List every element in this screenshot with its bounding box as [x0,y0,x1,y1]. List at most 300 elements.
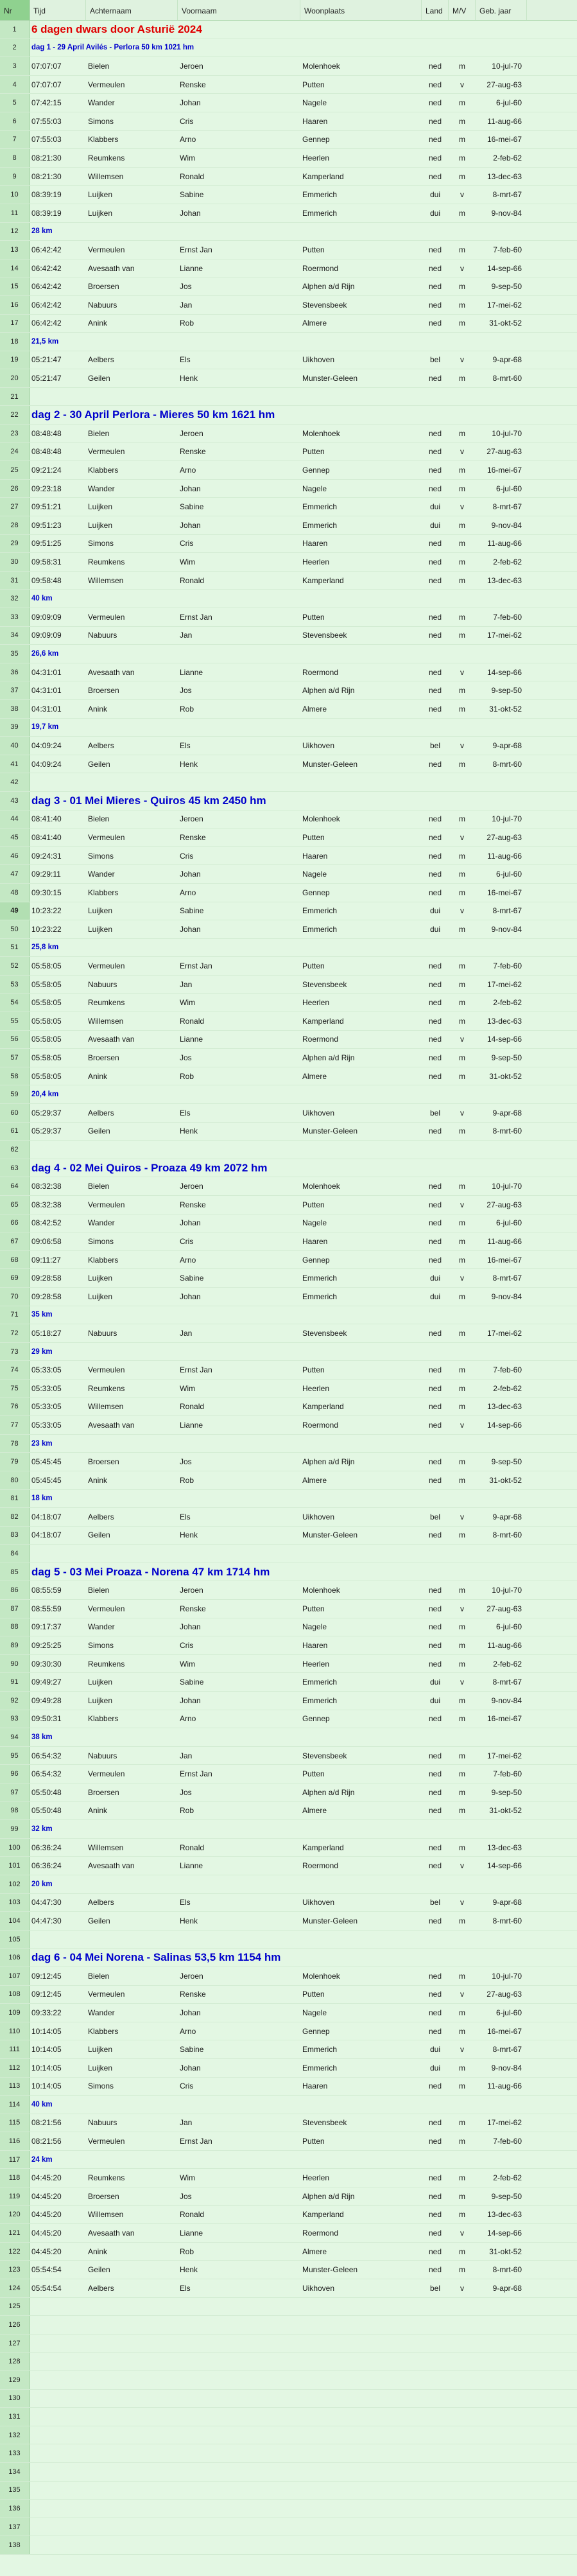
cell-tijd[interactable]: 05:58:05 [31,1016,62,1026]
row-number[interactable]: 99 [0,1820,30,1838]
cell-achternaam[interactable]: Reumkens [88,1659,125,1669]
cell-achternaam[interactable]: Aelbers [88,1108,114,1117]
cell-mv[interactable]: m [459,2191,465,2201]
cell-geb-jaar[interactable]: 9-apr-68 [492,740,522,750]
cell-mv[interactable]: m [459,631,465,640]
cell-voornaam[interactable]: Sabine [180,2045,204,2055]
cell-achternaam[interactable]: Willemsen [88,1843,124,1852]
cell-tijd[interactable]: 10:14:05 [31,2045,62,2055]
row-number[interactable]: 83 [0,1527,30,1545]
table-row[interactable] [0,76,577,94]
cell-voornaam[interactable]: Cris [180,1236,194,1246]
cell-achternaam[interactable]: Reumkens [88,998,125,1008]
cell-tijd[interactable]: 08:21:56 [31,2118,62,2128]
cell-achternaam[interactable]: Broersen [88,282,119,292]
row-number[interactable]: 24 [0,443,30,461]
cell-tijd[interactable]: 04:31:01 [31,686,62,696]
cell-tijd[interactable]: 05:58:05 [31,1053,62,1063]
cell-woonplaats[interactable]: Uikhoven [302,355,335,365]
cell-mv[interactable]: m [459,686,465,696]
cell-tijd[interactable]: 09:11:27 [31,1255,61,1265]
row-number[interactable]: 124 [0,2279,30,2297]
cell-voornaam[interactable]: Jos [180,1053,192,1063]
row-number[interactable]: 121 [0,2224,30,2242]
row-number[interactable]: 109 [0,2004,30,2022]
cell-geb-jaar[interactable]: 14-sep-66 [487,1420,522,1430]
table-row[interactable] [0,1232,577,1251]
cell-achternaam[interactable]: Avesaath van [88,1420,135,1430]
row-number[interactable]: 44 [0,810,30,828]
cell-geb-jaar[interactable]: 6-jul-60 [495,1218,522,1228]
cell-land[interactable]: ned [428,1659,442,1669]
cell-tijd[interactable]: 05:58:05 [31,998,62,1008]
table-row[interactable] [0,663,577,682]
cell-tijd[interactable]: 09:58:48 [31,575,62,585]
cell-land[interactable]: ned [428,1035,442,1044]
section-row[interactable] [0,792,577,810]
cell-geb-jaar[interactable]: 9-apr-68 [492,1512,522,1521]
cell-land[interactable]: ned [428,1457,442,1467]
cell-voornaam[interactable]: Henk [180,1916,198,1925]
cell-voornaam[interactable]: Johan [180,208,201,218]
cell-voornaam[interactable]: Cris [180,539,194,548]
cell-voornaam[interactable]: Ronald [180,1016,205,1026]
table-row[interactable] [0,2224,577,2243]
cell-voornaam[interactable]: Arno [180,888,196,897]
cell-tijd[interactable]: 09:51:23 [31,520,62,530]
cell-mv[interactable]: m [459,1622,465,1632]
cell-tijd[interactable]: 04:45:20 [31,2173,62,2183]
cell-achternaam[interactable]: Anink [88,1806,108,1816]
table-row[interactable] [0,1655,577,1674]
cell-achternaam[interactable]: Bielen [88,428,110,438]
cell-voornaam[interactable]: Lianne [180,263,203,273]
section-row[interactable] [0,1949,577,1967]
cell-tijd[interactable]: 05:33:05 [31,1420,62,1430]
cell-voornaam[interactable]: Els [180,2283,191,2293]
empty-row[interactable] [0,2463,577,2482]
table-row[interactable] [0,369,577,388]
cell-mv[interactable]: m [459,961,465,971]
table-row[interactable] [0,700,577,719]
cell-geb-jaar[interactable]: 17-mei-62 [487,300,522,310]
table-row[interactable] [0,1857,577,1875]
row-number[interactable]: 68 [0,1251,30,1269]
cell-land[interactable]: ned [428,80,442,89]
cell-achternaam[interactable]: Anink [88,319,108,328]
cell-geb-jaar[interactable]: 10-jul-70 [492,1182,522,1191]
row-number[interactable]: 76 [0,1398,30,1416]
cell-woonplaats[interactable]: Uikhoven [302,740,335,750]
cell-voornaam[interactable]: Jeroen [180,814,203,824]
cell-geb-jaar[interactable]: 13-dec-63 [487,171,522,181]
cell-land[interactable]: ned [428,961,442,971]
row-number[interactable]: 105 [0,1931,30,1949]
cell-tijd[interactable]: 07:07:07 [31,80,62,89]
cell-land[interactable]: ned [428,1053,442,1063]
cell-land[interactable]: bel [429,355,440,365]
cell-land[interactable]: ned [428,1126,442,1136]
row-number[interactable]: 62 [0,1141,30,1159]
cell-mv[interactable]: m [459,1365,465,1375]
cell-woonplaats[interactable]: Nagele [302,484,327,493]
cell-land[interactable]: ned [428,2229,442,2238]
cell-tijd[interactable]: 09:49:27 [31,1678,62,1687]
row-number[interactable]: 22 [0,406,30,424]
cell-mv[interactable]: v [460,355,464,365]
cell-voornaam[interactable]: Jos [180,1457,192,1467]
table-row[interactable] [0,1747,577,1766]
cell-geb-jaar[interactable]: 13-dec-63 [487,1016,522,1026]
section-row[interactable] [0,1343,577,1362]
cell-mv[interactable]: v [460,1990,464,1999]
table-row[interactable] [0,1398,577,1417]
row-number[interactable]: 67 [0,1232,30,1250]
cell-mv[interactable]: m [459,1016,465,1026]
cell-land[interactable]: ned [428,1769,442,1779]
cell-geb-jaar[interactable]: 31-okt-52 [489,704,522,714]
cell-mv[interactable]: m [459,1586,465,1595]
row-number[interactable]: 63 [0,1159,30,1177]
cell-geb-jaar[interactable]: 2-feb-62 [493,1659,522,1669]
table-row[interactable] [0,1177,577,1196]
table-row[interactable] [0,1894,577,1913]
cell-tijd[interactable]: 05:33:05 [31,1383,62,1393]
cell-land[interactable]: ned [428,98,442,108]
row-number[interactable]: 123 [0,2261,30,2279]
cell-woonplaats[interactable]: Roermond [302,1420,339,1430]
cell-mv[interactable]: v [460,1861,464,1871]
cell-achternaam[interactable]: Vermeulen [88,1604,125,1613]
empty-row[interactable] [0,2444,577,2463]
cell-tijd[interactable]: 04:47:30 [31,1898,62,1907]
cell-voornaam[interactable]: Wim [180,1383,195,1393]
row-number[interactable]: 1 [0,21,30,39]
cell-voornaam[interactable]: Cris [180,851,194,861]
table-row[interactable] [0,1324,577,1343]
cell-land[interactable]: ned [428,667,442,677]
cell-mv[interactable]: m [459,1457,465,1467]
cell-woonplaats[interactable]: Kamperland [302,1402,344,1412]
table-row[interactable] [0,1031,577,1049]
cell-woonplaats[interactable]: Molenhoek [302,814,340,824]
cell-voornaam[interactable]: Johan [180,1622,201,1632]
cell-mv[interactable]: m [459,870,465,879]
table-row[interactable] [0,1912,577,1931]
cell-tijd[interactable]: 09:33:22 [31,2008,62,2017]
cell-land[interactable]: ned [428,1751,442,1760]
cell-tijd[interactable]: 09:09:09 [31,612,62,622]
cell-voornaam[interactable]: Ronald [180,2210,205,2220]
cell-woonplaats[interactable]: Heerlen [302,998,330,1008]
cell-geb-jaar[interactable]: 8-mrt-67 [492,1274,522,1283]
cell-achternaam[interactable]: Geilen [88,2265,110,2275]
cell-tijd[interactable]: 04:45:20 [31,2229,62,2238]
cell-tijd[interactable]: 09:58:31 [31,557,62,567]
cell-tijd[interactable]: 05:21:47 [31,355,62,365]
cell-land[interactable]: ned [428,631,442,640]
table-row[interactable] [0,57,577,76]
cell-voornaam[interactable]: Els [180,355,191,365]
table-row[interactable] [0,2022,577,2041]
section-row[interactable] [0,1435,577,1453]
cell-tijd[interactable]: 04:45:20 [31,2247,62,2256]
cell-voornaam[interactable]: Els [180,740,191,750]
row-number[interactable]: 8 [0,149,30,167]
cell-tijd[interactable]: 04:45:20 [31,2191,62,2201]
cell-land[interactable]: ned [428,1200,442,1209]
cell-geb-jaar[interactable]: 27-aug-63 [487,1990,522,1999]
cell-mv[interactable]: m [459,300,465,310]
cell-land[interactable]: ned [428,1182,442,1191]
cell-voornaam[interactable]: Jan [180,300,193,310]
cell-tijd[interactable]: 09:28:58 [31,1274,62,1283]
cell-geb-jaar[interactable]: 31-okt-52 [489,1806,522,1816]
cell-woonplaats[interactable]: Emmerich [302,2063,338,2072]
row-number[interactable]: 115 [0,2114,30,2132]
cell-geb-jaar[interactable]: 17-mei-62 [487,1751,522,1760]
cell-voornaam[interactable]: Johan [180,98,201,108]
cell-achternaam[interactable]: Willemsen [88,2210,124,2220]
cell-land[interactable]: bel [429,1108,440,1117]
cell-mv[interactable]: m [459,2265,465,2275]
cell-land[interactable]: ned [428,116,442,126]
cell-mv[interactable]: m [459,61,465,71]
cell-voornaam[interactable]: Lianne [180,1861,203,1871]
cell-geb-jaar[interactable]: 7-feb-60 [493,245,522,254]
cell-woonplaats[interactable]: Roermond [302,1035,339,1044]
row-number[interactable]: 51 [0,939,30,957]
cell-geb-jaar[interactable]: 6-jul-60 [495,2008,522,2017]
row-number[interactable]: 113 [0,2078,30,2096]
cell-land[interactable]: ned [428,428,442,438]
row-number[interactable]: 75 [0,1380,30,1398]
row-number[interactable]: 21 [0,388,30,406]
cell-voornaam[interactable]: Henk [180,374,198,383]
table-row[interactable] [0,351,577,370]
cell-woonplaats[interactable]: Putten [302,447,325,457]
cell-voornaam[interactable]: Jos [180,282,192,292]
cell-woonplaats[interactable]: Molenhoek [302,1182,340,1191]
row-number[interactable]: 47 [0,865,30,883]
empty-row[interactable] [0,2536,577,2555]
cell-geb-jaar[interactable]: 27-aug-63 [487,447,522,457]
cell-voornaam[interactable]: Lianne [180,1035,203,1044]
table-row[interactable] [0,1453,577,1471]
empty-row[interactable] [0,2353,577,2371]
table-row[interactable] [0,1214,577,1233]
cell-mv[interactable]: m [459,1695,465,1705]
cell-voornaam[interactable]: Rob [180,1071,194,1081]
cell-mv[interactable]: m [459,1328,465,1338]
cell-achternaam[interactable]: Nabuurs [88,631,117,640]
cell-achternaam[interactable]: Willemsen [88,1402,124,1412]
cell-achternaam[interactable]: Luijken [88,2045,113,2055]
cell-voornaam[interactable]: Rob [180,319,194,328]
cell-achternaam[interactable]: Geilen [88,759,110,769]
cell-tijd[interactable]: 08:42:52 [31,1218,62,1228]
cell-mv[interactable]: v [460,190,464,200]
cell-tijd[interactable]: 10:14:05 [31,2063,62,2072]
cell-woonplaats[interactable]: Roermond [302,1861,339,1871]
cell-mv[interactable]: m [459,1971,465,1981]
row-number[interactable]: 42 [0,773,30,791]
cell-land[interactable]: ned [428,484,442,493]
table-row[interactable] [0,1416,577,1435]
cell-voornaam[interactable]: Renske [180,1990,206,1999]
cell-mv[interactable]: m [459,759,465,769]
cell-land[interactable]: ned [428,245,442,254]
row-number[interactable]: 88 [0,1618,30,1636]
empty-row[interactable] [0,1931,577,1949]
cell-land[interactable]: ned [428,888,442,897]
row-number[interactable]: 23 [0,425,30,442]
empty-row[interactable] [0,2316,577,2335]
cell-mv[interactable]: m [459,466,465,475]
cell-voornaam[interactable]: Els [180,1108,191,1117]
row-number[interactable]: 12 [0,223,30,241]
cell-land[interactable]: dui [429,208,440,218]
table-row[interactable] [0,920,577,939]
cell-woonplaats[interactable]: Molenhoek [302,428,340,438]
cell-geb-jaar[interactable]: 9-apr-68 [492,1898,522,1907]
cell-achternaam[interactable]: Bielen [88,814,110,824]
table-row[interactable] [0,241,577,259]
table-row[interactable] [0,884,577,902]
cell-mv[interactable]: v [460,1108,464,1117]
row-number[interactable]: 90 [0,1655,30,1673]
cell-geb-jaar[interactable]: 14-sep-66 [487,2229,522,2238]
table-row[interactable] [0,828,577,847]
cell-tijd[interactable]: 09:28:58 [31,1292,62,1301]
cell-voornaam[interactable]: Arno [180,1714,196,1724]
row-number[interactable]: 108 [0,1986,30,2004]
cell-woonplaats[interactable]: Putten [302,2137,325,2146]
cell-geb-jaar[interactable]: 13-dec-63 [487,2210,522,2220]
cell-land[interactable]: ned [428,1806,442,1816]
cell-tijd[interactable]: 05:50:48 [31,1806,62,1816]
cell-achternaam[interactable]: Vermeulen [88,1365,125,1375]
cell-tijd[interactable]: 04:18:07 [31,1512,62,1521]
cell-land[interactable]: ned [428,1990,442,1999]
cell-woonplaats[interactable]: Emmerich [302,190,338,200]
table-row[interactable] [0,553,577,572]
cell-achternaam[interactable]: Willemsen [88,575,124,585]
cell-tijd[interactable]: 06:54:32 [31,1751,62,1760]
table-row[interactable] [0,2004,577,2022]
row-number[interactable]: 4 [0,76,30,94]
cell-geb-jaar[interactable]: 9-apr-68 [492,2283,522,2293]
cell-achternaam[interactable]: Luijken [88,190,113,200]
cell-achternaam[interactable]: Klabbers [88,466,119,475]
cell-achternaam[interactable]: Luijken [88,906,113,916]
cell-woonplaats[interactable]: Putten [302,612,325,622]
cell-woonplaats[interactable]: Nagele [302,870,327,879]
cell-mv[interactable]: v [460,1035,464,1044]
cell-mv[interactable]: m [459,539,465,548]
cell-mv[interactable]: v [460,2283,464,2293]
cell-mv[interactable]: m [459,319,465,328]
cell-tijd[interactable]: 09:09:09 [31,631,62,640]
row-number[interactable]: 126 [0,2316,30,2334]
cell-geb-jaar[interactable]: 31-okt-52 [489,319,522,328]
section-row[interactable] [0,1820,577,1839]
table-row[interactable] [0,1636,577,1655]
row-number[interactable]: 79 [0,1453,30,1471]
table-row[interactable] [0,94,577,112]
cell-mv[interactable]: m [459,1530,465,1540]
cell-mv[interactable]: v [460,832,464,842]
cell-woonplaats[interactable]: Gennep [302,466,330,475]
row-number[interactable]: 34 [0,627,30,645]
cell-land[interactable]: ned [428,2026,442,2036]
cell-woonplaats[interactable]: Putten [302,832,325,842]
cell-achternaam[interactable]: Nabuurs [88,1328,117,1338]
row-number[interactable]: 61 [0,1123,30,1141]
cell-voornaam[interactable]: Ernst Jan [180,1769,212,1779]
cell-achternaam[interactable]: Simons [88,116,114,126]
cell-tijd[interactable]: 04:47:30 [31,1916,62,1925]
cell-geb-jaar[interactable]: 10-jul-70 [492,814,522,824]
cell-geb-jaar[interactable]: 8-mrt-60 [492,374,522,383]
cell-voornaam[interactable]: Ronald [180,171,205,181]
row-number[interactable]: 81 [0,1490,30,1508]
cell-geb-jaar[interactable]: 14-sep-66 [487,263,522,273]
row-number[interactable]: 15 [0,277,30,295]
cell-voornaam[interactable]: Ernst Jan [180,2137,212,2146]
cell-geb-jaar[interactable]: 8-mrt-60 [492,1126,522,1136]
row-number[interactable]: 101 [0,1857,30,1875]
cell-achternaam[interactable]: Vermeulen [88,447,125,457]
cell-tijd[interactable]: 06:36:24 [31,1843,62,1852]
cell-mv[interactable]: m [459,1255,465,1265]
cell-woonplaats[interactable]: Emmerich [302,1695,338,1705]
cell-tijd[interactable]: 05:33:05 [31,1402,62,1412]
table-row[interactable] [0,865,577,884]
cell-land[interactable]: dui [429,906,440,916]
cell-geb-jaar[interactable]: 11-aug-66 [487,539,522,548]
cell-geb-jaar[interactable]: 11-aug-66 [487,116,522,126]
cell-woonplaats[interactable]: Uikhoven [302,1108,335,1117]
cell-achternaam[interactable]: Luijken [88,1292,113,1301]
row-number[interactable]: 111 [0,2040,30,2058]
row-number[interactable]: 117 [0,2151,30,2169]
cell-woonplaats[interactable]: Stevensbeek [302,979,347,989]
table-row[interactable] [0,902,577,921]
row-number[interactable]: 53 [0,976,30,994]
cell-woonplaats[interactable]: Almere [302,1475,327,1485]
cell-achternaam[interactable]: Nabuurs [88,300,117,310]
cell-geb-jaar[interactable]: 14-sep-66 [487,667,522,677]
cell-geb-jaar[interactable]: 2-feb-62 [493,557,522,567]
cell-mv[interactable]: m [459,1843,465,1852]
table-row[interactable] [0,480,577,498]
cell-geb-jaar[interactable]: 7-feb-60 [493,2137,522,2146]
cell-achternaam[interactable]: Reumkens [88,557,125,567]
cell-woonplaats[interactable]: Roermond [302,667,339,677]
cell-geb-jaar[interactable]: 6-jul-60 [495,98,522,108]
cell-geb-jaar[interactable]: 2-feb-62 [493,998,522,1008]
cell-achternaam[interactable]: Avesaath van [88,667,135,677]
cell-woonplaats[interactable]: Putten [302,80,325,89]
cell-geb-jaar[interactable]: 8-mrt-60 [492,759,522,769]
section-row[interactable] [0,39,577,58]
cell-mv[interactable]: m [459,979,465,989]
section-row[interactable] [0,1306,577,1325]
row-number[interactable]: 29 [0,535,30,553]
cell-achternaam[interactable]: Wander [88,1622,115,1632]
empty-row[interactable] [0,2482,577,2500]
